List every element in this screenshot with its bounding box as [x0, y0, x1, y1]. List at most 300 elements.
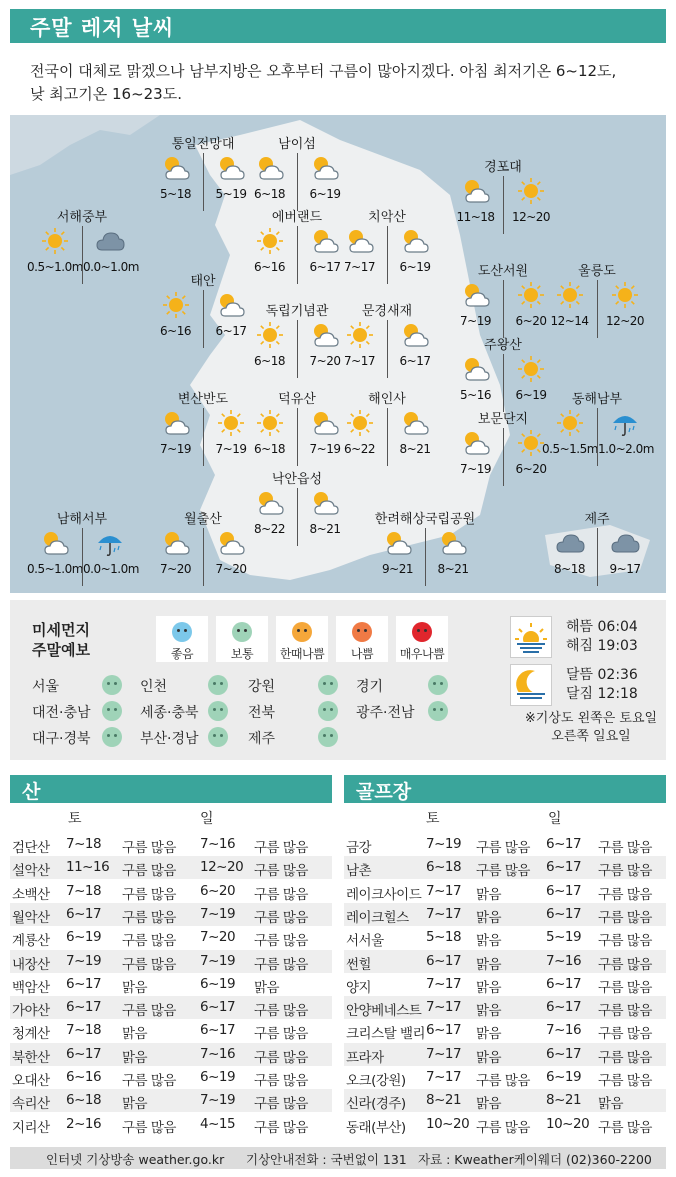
cloud-icon — [95, 226, 125, 256]
map-location-name: 에버랜드 — [271, 210, 323, 225]
sunday-weather: 구름 많음 — [254, 1026, 308, 1043]
dust-legend-label: 나쁨 — [350, 647, 374, 661]
saturday-temp: 7~17 — [426, 882, 462, 899]
moonrise-time: 달뜸 02:36 — [566, 667, 638, 683]
table-row — [344, 1089, 666, 1112]
saturday-value: 7~20 — [160, 562, 191, 576]
map-note — [516, 710, 666, 746]
dust-region-name: 경기 — [356, 679, 384, 695]
map-location-name: 도산서원 — [477, 264, 529, 279]
face-icon — [428, 701, 448, 721]
saturday-value: 11~18 — [456, 210, 495, 224]
saturday-temp: 6~17 — [426, 1022, 462, 1039]
map-location-name: 치악산 — [368, 210, 406, 225]
sunday-weather: 구름 많음 — [598, 840, 652, 856]
table-row — [10, 950, 332, 973]
place-name: 오대산 — [12, 1073, 50, 1089]
table-row — [10, 880, 332, 903]
sun-cloud-icon — [461, 280, 491, 310]
saturday-value: 12~14 — [550, 314, 589, 328]
dust-region-name: 전북 — [248, 705, 276, 721]
dust-legend-label: 좋음 — [170, 647, 194, 661]
sunday-temp: 6~19 — [200, 975, 236, 992]
sun-cloud-icon — [461, 354, 491, 384]
summary — [30, 60, 660, 106]
sunday-weather: 맑음 — [598, 1096, 624, 1113]
sun-icon — [516, 176, 546, 206]
sunday-temp: 6~17 — [546, 975, 582, 992]
table-row — [10, 1089, 332, 1112]
dust-region-name: 부산·경남 — [140, 731, 199, 747]
saturday-weather: 맑음 — [122, 1096, 148, 1113]
table-row — [10, 1113, 332, 1136]
dust-legend-label: 한때나쁨 — [279, 647, 325, 661]
sunday-value: 8~21 — [437, 562, 469, 576]
sunday-temp: 7~20 — [200, 929, 236, 946]
footer-internet: 인터넷 기상방송 weather.go.kr — [46, 1152, 225, 1167]
sunday-weather: 구름 많음 — [254, 1073, 308, 1089]
sunrise-time: 해뜸 06:04 — [566, 619, 638, 635]
sunday-value: 6~19 — [309, 187, 341, 201]
sun-cloud-icon — [216, 528, 246, 558]
sunday-temp: 6~17 — [546, 882, 582, 899]
place-name: 월악산 — [12, 909, 50, 926]
sunday-temp: 4~15 — [200, 1115, 236, 1132]
golf-section-header — [344, 775, 666, 803]
sunday-weather: 구름 많음 — [254, 956, 308, 973]
sun-icon — [555, 408, 585, 438]
saturday-weather: 맑음 — [476, 1096, 502, 1113]
sun-cloud-icon — [400, 226, 430, 256]
saturday-temp: 2~16 — [66, 1115, 102, 1132]
golf-col-sun: 일 — [548, 811, 562, 827]
saturday-forecast — [448, 354, 503, 412]
face-icon — [172, 622, 192, 642]
saturday-temp: 7~17 — [426, 1069, 462, 1085]
saturday-value: 0.5~1.0m — [27, 260, 83, 274]
saturday-value: 7~19 — [160, 442, 191, 456]
saturday-value: 7~19 — [460, 314, 491, 328]
map-location — [448, 156, 558, 236]
table-row — [10, 926, 332, 949]
sunday-forecast — [387, 408, 442, 466]
sunday-weather: 구름 많음 — [254, 863, 308, 880]
sunday-temp: 6~17 — [200, 999, 236, 1016]
map-note-line-2: 오른쪽 일요일 — [551, 729, 631, 744]
saturday-weather: 구름 많음 — [476, 863, 530, 880]
golf-section-title: 골프장 — [356, 781, 412, 803]
saturday-forecast — [148, 528, 203, 586]
sunday-weather: 구름 많음 — [254, 886, 308, 903]
face-icon — [102, 675, 122, 695]
saturday-temp: 7~19 — [66, 952, 102, 969]
mountain-section-header — [10, 775, 332, 803]
sun-icon — [610, 280, 640, 310]
saturday-weather: 구름 많음 — [122, 956, 176, 973]
sunday-temp: 8~21 — [546, 1092, 582, 1109]
saturday-forecast — [542, 408, 597, 466]
place-name: 썬힐 — [346, 956, 372, 973]
saturday-weather: 맑음 — [476, 886, 502, 903]
cloud-icon — [555, 528, 585, 558]
saturday-value: 5~18 — [160, 187, 191, 201]
saturday-weather: 구름 많음 — [122, 1119, 176, 1136]
saturday-temp: 5~18 — [426, 929, 462, 946]
sunday-weather: 구름 많음 — [598, 863, 652, 880]
dust-region-name: 인천 — [140, 679, 168, 695]
sunday-forecast — [82, 528, 137, 586]
footer — [10, 1147, 666, 1169]
saturday-value: 8~18 — [554, 562, 585, 576]
map-location-name: 통일전망대 — [171, 137, 235, 152]
saturday-temp: 6~17 — [66, 975, 102, 992]
sunday-weather: 구름 많음 — [254, 909, 308, 926]
fine-dust-title-line-2: 주말예보 — [32, 641, 90, 659]
saturday-value: 5~16 — [460, 388, 491, 402]
sunday-temp: 6~17 — [546, 859, 582, 876]
sunday-value: 6~19 — [399, 260, 431, 274]
map-location — [242, 468, 352, 548]
moonset-time: 달짐 12:18 — [566, 686, 638, 702]
saturday-temp: 7~19 — [426, 836, 462, 852]
saturday-forecast — [242, 153, 297, 211]
sun-icon — [255, 320, 285, 350]
sunday-weather: 구름 많음 — [254, 840, 308, 856]
sunday-weather: 구름 많음 — [598, 979, 652, 996]
saturday-temp: 6~17 — [66, 905, 102, 922]
sun-icon — [516, 354, 546, 384]
face-icon — [208, 675, 228, 695]
saturday-temp: 6~17 — [426, 952, 462, 969]
saturday-weather: 맑음 — [476, 909, 502, 926]
saturday-temp: 6~19 — [66, 929, 102, 946]
map-location-name: 한려해상국립공원 — [374, 512, 476, 527]
map-location — [27, 508, 137, 588]
mountain-section-title: 산 — [22, 781, 41, 803]
table-row — [344, 1019, 666, 1042]
sun-cloud-icon — [461, 176, 491, 206]
map-location — [332, 388, 442, 468]
saturday-temp: 7~17 — [426, 999, 462, 1016]
map-note-line-1: ※기상도 왼쪽은 토요일 — [524, 711, 658, 726]
sun-cloud-icon — [461, 428, 491, 458]
dust-region-name: 대구·경북 — [32, 731, 91, 747]
place-name: 북한산 — [12, 1049, 50, 1066]
table-row — [344, 950, 666, 973]
table-row — [344, 903, 666, 926]
dust-legend-label: 보통 — [230, 647, 254, 661]
place-name: 레이크힐스 — [346, 909, 409, 926]
map-location — [542, 260, 652, 340]
saturday-weather: 맑음 — [476, 1003, 502, 1020]
place-name: 내장산 — [12, 956, 50, 973]
table-row — [10, 1066, 332, 1089]
sunday-value: 7~19 — [215, 442, 247, 456]
sun-icon — [345, 408, 375, 438]
sun-cloud-icon — [400, 408, 430, 438]
saturday-forecast — [332, 226, 387, 284]
sun-cloud-icon — [310, 153, 340, 183]
saturday-value: 6~18 — [254, 187, 285, 201]
saturday-value: 7~17 — [344, 260, 375, 274]
dust-region-name: 세종·충북 — [140, 705, 199, 721]
saturday-forecast — [27, 226, 82, 284]
sunday-temp: 7~19 — [200, 1092, 236, 1109]
face-icon — [318, 727, 338, 747]
sunday-temp: 7~16 — [200, 1045, 236, 1062]
face-icon — [428, 675, 448, 695]
face-icon — [102, 727, 122, 747]
saturday-weather: 맑음 — [122, 979, 148, 996]
place-name: 남촌 — [346, 863, 372, 880]
saturday-temp: 6~18 — [66, 1092, 102, 1109]
dust-region-name: 대전·충남 — [32, 705, 91, 721]
sun-cloud-icon — [383, 528, 413, 558]
sun-icon — [345, 320, 375, 350]
saturday-weather: 맑음 — [122, 1049, 148, 1066]
table-row — [10, 1043, 332, 1066]
sun-cloud-icon — [40, 528, 70, 558]
saturday-forecast — [542, 528, 597, 586]
sunset-time: 해짐 19:03 — [566, 638, 638, 654]
saturday-forecast — [148, 153, 203, 211]
saturday-forecast — [148, 408, 203, 466]
saturday-value: 7~17 — [344, 354, 375, 368]
sun-icon — [40, 226, 70, 256]
golf-col-sat: 토 — [426, 811, 440, 827]
sunday-temp: 6~20 — [200, 882, 236, 899]
sunday-forecast — [597, 528, 652, 586]
saturday-temp: 7~17 — [426, 905, 462, 922]
saturday-weather: 구름 많음 — [122, 1073, 176, 1089]
saturday-temp: 6~18 — [426, 859, 462, 876]
place-name: 속리산 — [12, 1096, 50, 1113]
map-location-name: 주왕산 — [484, 338, 522, 353]
sunday-weather: 구름 많음 — [254, 1003, 308, 1020]
saturday-forecast — [448, 428, 503, 486]
saturday-value: 0.5~1.5m — [542, 442, 598, 456]
place-name: 양지 — [346, 979, 372, 996]
sunday-temp: 7~16 — [546, 952, 582, 969]
sunday-weather: 구름 많음 — [254, 1119, 308, 1136]
saturday-weather: 맑음 — [476, 933, 502, 950]
sunday-forecast — [597, 408, 652, 466]
sunday-value: 0.0~1.0m — [83, 562, 139, 576]
sun-cloud-icon — [255, 153, 285, 183]
sunday-temp: 7~19 — [200, 905, 236, 922]
sunday-value: 6~20 — [515, 314, 547, 328]
sun-icon — [255, 226, 285, 256]
saturday-weather: 맑음 — [476, 1049, 502, 1066]
dust-legend-item — [396, 616, 448, 662]
place-name: 크리스탈 밸리 — [346, 1026, 426, 1043]
sunday-forecast — [297, 153, 352, 211]
sunday-forecast — [425, 528, 480, 586]
table-row — [344, 1113, 666, 1136]
face-icon — [318, 675, 338, 695]
table-row — [10, 1019, 332, 1042]
map-location — [332, 300, 442, 380]
sunrise-icon — [510, 616, 552, 658]
saturday-forecast — [448, 176, 503, 234]
rain-umbrella-icon — [95, 528, 125, 558]
saturday-value: 6~16 — [254, 260, 285, 274]
saturday-weather: 구름 많음 — [476, 1073, 530, 1089]
face-icon — [208, 727, 228, 747]
sunday-value: 8~21 — [399, 442, 431, 456]
sunday-value: 12~20 — [605, 314, 645, 328]
face-icon — [232, 622, 252, 642]
saturday-weather: 구름 많음 — [122, 886, 176, 903]
saturday-forecast — [27, 528, 82, 586]
saturday-forecast — [542, 280, 597, 338]
place-name: 안양베네스트 — [346, 1003, 422, 1020]
sun-cloud-icon — [345, 226, 375, 256]
place-name: 가야산 — [12, 1003, 50, 1020]
saturday-forecast — [332, 320, 387, 378]
sunday-value: 8~21 — [309, 522, 341, 536]
place-name: 청계산 — [12, 1026, 50, 1043]
saturday-value: 0.5~1.0m — [27, 562, 83, 576]
map-location-name: 울릉도 — [578, 264, 616, 279]
place-name: 백암산 — [12, 979, 50, 996]
dust-region-name: 강원 — [248, 679, 276, 695]
saturday-temp: 10~20 — [426, 1115, 470, 1132]
dust-legend-item — [276, 616, 328, 662]
saturday-temp: 6~17 — [66, 999, 102, 1016]
sunday-forecast — [597, 280, 652, 338]
dust-legend-label: 매우나쁨 — [399, 647, 445, 661]
saturday-weather: 구름 많음 — [476, 840, 530, 856]
sunday-value: 6~19 — [515, 388, 547, 402]
map-location-name: 문경새재 — [361, 304, 413, 319]
place-name: 서서울 — [346, 933, 384, 950]
map-location-name: 태안 — [190, 274, 216, 289]
sunday-temp: 6~19 — [546, 1069, 582, 1085]
saturday-forecast — [242, 320, 297, 378]
dust-legend-item — [336, 616, 388, 662]
sunday-forecast — [203, 528, 258, 586]
map-location-name: 서해중부 — [56, 210, 108, 225]
table-row — [10, 996, 332, 1019]
saturday-weather: 구름 많음 — [122, 863, 176, 880]
face-icon — [412, 622, 432, 642]
sunday-temp: 12~20 — [200, 859, 244, 876]
page-title: 주말 레저 날씨 — [30, 16, 175, 40]
sunday-weather: 구름 많음 — [254, 933, 308, 950]
sun-cloud-icon — [438, 528, 468, 558]
sunday-weather: 구름 많음 — [598, 1003, 652, 1020]
cloud-icon — [610, 528, 640, 558]
sunday-forecast — [387, 320, 442, 378]
table-row — [344, 926, 666, 949]
saturday-temp: 6~17 — [66, 1045, 102, 1062]
saturday-temp: 11~16 — [66, 859, 110, 876]
place-name: 신라(경주) — [346, 1096, 406, 1113]
place-name: 레이크사이드 — [346, 886, 422, 903]
sunday-value: 1.0~2.0m — [598, 442, 654, 456]
saturday-temp: 7~18 — [66, 836, 102, 852]
sunday-weather: 구름 많음 — [598, 909, 652, 926]
place-name: 동래(부산) — [346, 1119, 406, 1136]
saturday-value: 6~18 — [254, 354, 285, 368]
sunday-value: 7~20 — [309, 354, 341, 368]
map-location-name: 경포대 — [484, 160, 522, 175]
sunday-weather: 구름 많음 — [598, 1026, 652, 1043]
saturday-weather: 맑음 — [476, 1026, 502, 1043]
face-icon — [292, 622, 312, 642]
saturday-temp: 6~16 — [66, 1069, 102, 1085]
title-bar — [10, 9, 666, 43]
sunday-value: 5~19 — [215, 187, 247, 201]
sunday-value: 12~20 — [511, 210, 551, 224]
sunday-temp: 10~20 — [546, 1115, 590, 1132]
map-location-name: 덕유산 — [278, 392, 316, 407]
sun-cloud-icon — [310, 488, 340, 518]
sunday-weather: 구름 많음 — [598, 1049, 652, 1066]
face-icon — [208, 701, 228, 721]
sunday-value: 6~20 — [515, 462, 547, 476]
saturday-temp: 7~18 — [66, 882, 102, 899]
map-location-name: 동해남부 — [571, 392, 623, 407]
saturday-value: 8~22 — [254, 522, 285, 536]
map-location-name: 남이섬 — [278, 137, 316, 152]
saturday-forecast — [370, 528, 425, 586]
summary-line-2: 낮 최고기온 16~23도. — [30, 85, 182, 103]
map-location-name: 보문단지 — [477, 412, 529, 427]
place-name: 프라자 — [346, 1049, 384, 1066]
saturday-forecast — [332, 408, 387, 466]
saturday-weather: 구름 많음 — [122, 840, 176, 856]
map-location-name: 월출산 — [184, 512, 222, 527]
sun-moon-panel — [500, 612, 660, 752]
moon-icon — [510, 664, 552, 706]
saturday-weather: 구름 많음 — [122, 933, 176, 950]
table-row — [344, 1066, 666, 1089]
sunday-weather: 구름 많음 — [254, 1096, 308, 1113]
map-location — [542, 508, 652, 588]
saturday-value: 6~16 — [160, 324, 191, 338]
sunday-weather: 구름 많음 — [598, 956, 652, 973]
rain-umbrella-icon — [610, 408, 640, 438]
sunday-value: 6~17 — [215, 324, 247, 338]
mountain-col-sat: 토 — [68, 811, 82, 827]
table-row — [10, 833, 332, 856]
map-location-name: 낙안읍성 — [271, 472, 323, 487]
summary-line-1: 전국이 대체로 맑겠으나 남부지방은 오후부터 구름이 많아지겠다. 아침 최저기온 6~12도, — [30, 62, 617, 80]
sunday-weather: 구름 많음 — [598, 886, 652, 903]
table-row — [344, 856, 666, 879]
fine-dust-title — [32, 620, 90, 660]
sun-cloud-icon — [161, 408, 191, 438]
dust-region-name: 제주 — [248, 731, 276, 747]
saturday-forecast — [148, 290, 203, 348]
sunday-temp: 6~17 — [546, 999, 582, 1016]
table-row — [344, 996, 666, 1019]
sun-icon — [555, 280, 585, 310]
map-location-name: 변산반도 — [177, 392, 229, 407]
table-row — [344, 880, 666, 903]
mountain-col-sun: 일 — [200, 811, 214, 827]
saturday-weather: 구름 많음 — [122, 1003, 176, 1020]
sunday-forecast — [387, 226, 442, 284]
map-location-name: 독립기념관 — [265, 304, 329, 319]
sunday-value: 0.0~1.0m — [83, 260, 139, 274]
sunday-temp: 7~19 — [200, 952, 236, 969]
sun-cloud-icon — [161, 153, 191, 183]
dust-legend-item — [216, 616, 268, 662]
saturday-weather: 맑음 — [122, 1026, 148, 1043]
